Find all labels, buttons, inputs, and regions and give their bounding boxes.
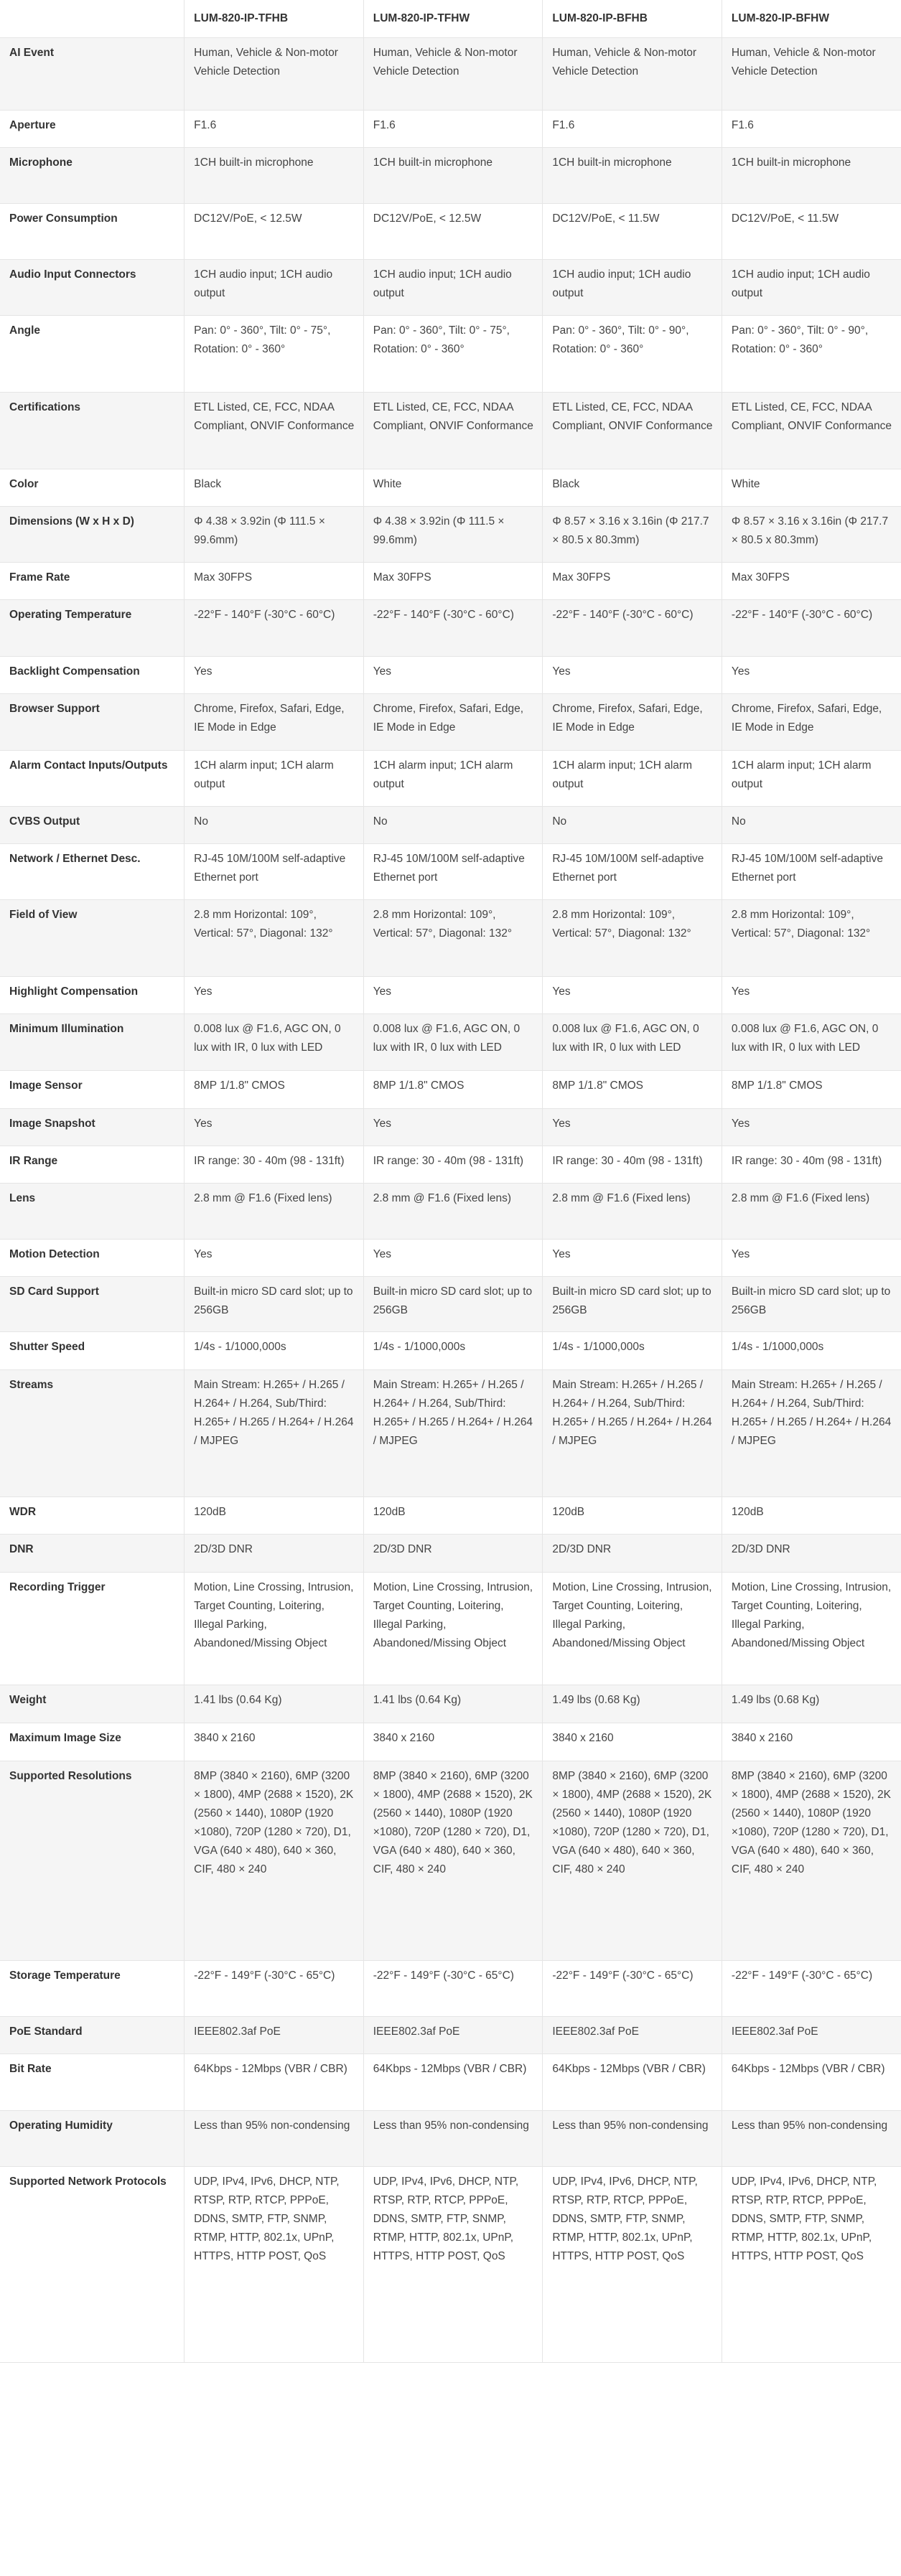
spec-value-bfhb: 1CH built-in microphone <box>543 147 722 203</box>
spec-value-tfhw: Pan: 0° - 360°, Tilt: 0° - 75°, Rotation: 0° - 360° <box>363 315 543 392</box>
spec-label: Lens <box>0 1183 185 1239</box>
spec-value-tfhw: Built-in micro SD card slot; up to 256GB <box>363 1276 543 1331</box>
spec-value-bfhw: 64Kbps - 12Mbps (VBR / CBR) <box>722 2053 901 2110</box>
spec-value-tfhw: No <box>363 806 543 843</box>
spec-value-bfhb: Chrome, Firefox, Safari, Edge, IE Mode in Edge <box>543 693 722 750</box>
spec-label: Color <box>0 469 185 506</box>
spec-value-tfhb: F1.6 <box>185 110 364 147</box>
table-row <box>0 506 901 562</box>
spec-value-bfhb: Human, Vehicle & Non-motor Vehicle Detection <box>543 37 722 110</box>
spec-label: Maximum Image Size <box>0 1723 185 1761</box>
spec-value-bfhw: 2D/3D DNR <box>722 1534 901 1572</box>
table-row <box>0 693 901 750</box>
spec-value-tfhb: Yes <box>185 1239 364 1276</box>
spec-value-tfhb: Motion, Line Crossing, Intrusion, Target Counting, Loitering, Illegal Parking, Abandoned/Missing Object <box>185 1572 364 1685</box>
spec-value-bfhb: No <box>543 806 722 843</box>
spec-value-bfhw: IR range: 30 - 40m (98 - 131ft) <box>722 1146 901 1183</box>
spec-value-tfhb: 1CH audio input; 1CH audio output <box>185 259 364 315</box>
spec-value-tfhb: Human, Vehicle & Non-motor Vehicle Detection <box>185 37 364 110</box>
spec-value-bfhb: 64Kbps - 12Mbps (VBR / CBR) <box>543 2053 722 2110</box>
spec-value-tfhb: Max 30FPS <box>185 562 364 599</box>
spec-label: Image Snapshot <box>0 1108 185 1146</box>
spec-value-tfhw: -22°F - 149°F (-30°C - 65°C) <box>363 1960 543 2016</box>
spec-value-tfhb: -22°F - 140°F (-30°C - 60°C) <box>185 599 364 656</box>
spec-value-bfhw: Less than 95% non-condensing <box>722 2110 901 2166</box>
spec-value-tfhw: Yes <box>363 976 543 1013</box>
spec-value-bfhw: 1CH alarm input; 1CH alarm output <box>722 750 901 806</box>
spec-value-tfhb: DC12V/PoE, < 12.5W <box>185 203 364 259</box>
spec-label: IR Range <box>0 1146 185 1183</box>
spec-value-bfhw: Max 30FPS <box>722 562 901 599</box>
spec-value-tfhw: Yes <box>363 1108 543 1146</box>
spec-value-bfhw: 2.8 mm Horizontal: 109°, Vertical: 57°, Diagonal: 132° <box>722 899 901 976</box>
spec-value-bfhb: 3840 x 2160 <box>543 1723 722 1761</box>
spec-label: Browser Support <box>0 693 185 750</box>
spec-label: Audio Input Connectors <box>0 259 185 315</box>
spec-value-tfhb: Pan: 0° - 360°, Tilt: 0° - 75°, Rotation: 0° - 360° <box>185 315 364 392</box>
spec-value-tfhb: No <box>185 806 364 843</box>
model-header-bfhb: LUM-820-IP-BFHB <box>543 0 722 37</box>
spec-value-bfhw: 2.8 mm @ F1.6 (Fixed lens) <box>722 1183 901 1239</box>
spec-value-bfhw: 0.008 lux @ F1.6, AGC ON, 0 lux with IR, 0 lux with LED <box>722 1013 901 1070</box>
spec-value-tfhw: 120dB <box>363 1497 543 1534</box>
table-header <box>0 0 901 37</box>
spec-value-bfhb: Less than 95% non-condensing <box>543 2110 722 2166</box>
spec-label: Aperture <box>0 110 185 147</box>
spec-value-bfhb: Φ 8.57 × 3.16 x 3.16in (Φ 217.7 × 80.5 x 80.3mm) <box>543 506 722 562</box>
spec-value-tfhb: IEEE802.3af PoE <box>185 2016 364 2053</box>
spec-value-tfhw: Φ 4.38 × 3.92in (Φ 111.5 × 99.6mm) <box>363 506 543 562</box>
table-row <box>0 1239 901 1276</box>
spec-value-bfhw: 1CH built-in microphone <box>722 147 901 203</box>
spec-label: Recording Trigger <box>0 1572 185 1685</box>
table-body <box>0 37 901 2362</box>
spec-value-tfhw: Chrome, Firefox, Safari, Edge, IE Mode in Edge <box>363 693 543 750</box>
spec-value-bfhb: Built-in micro SD card slot; up to 256GB <box>543 1276 722 1331</box>
spec-label: Microphone <box>0 147 185 203</box>
spec-label: DNR <box>0 1534 185 1572</box>
spec-value-tfhb: 1.41 lbs (0.64 Kg) <box>185 1685 364 1723</box>
header-row <box>0 0 901 37</box>
spec-value-tfhw: 1CH alarm input; 1CH alarm output <box>363 750 543 806</box>
table-row <box>0 750 901 806</box>
spec-value-bfhb: DC12V/PoE, < 11.5W <box>543 203 722 259</box>
table-row <box>0 599 901 656</box>
spec-value-tfhb: Main Stream: H.265+ / H.265 / H.264+ / H.264, Sub/Third: H.265+ / H.265 / H.264+ / H.264 / MJPEG <box>185 1369 364 1497</box>
spec-value-bfhb: Main Stream: H.265+ / H.265 / H.264+ / H.264, Sub/Third: H.265+ / H.265 / H.264+ / H.264 / MJPEG <box>543 1369 722 1497</box>
table-row <box>0 203 901 259</box>
spec-value-tfhw: 8MP (3840 × 2160), 6MP (3200 × 1800), 4MP (2688 × 1520), 2K (2560 × 1440), 1080P (1920 ×1080), 720P (1280 × 720), D1, VGA (640 × 480), 640 × 360, CIF, 480 × 240 <box>363 1761 543 1960</box>
spec-value-bfhw: Motion, Line Crossing, Intrusion, Target Counting, Loitering, Illegal Parking, Abandoned/Missing Object <box>722 1572 901 1685</box>
spec-value-bfhw: DC12V/PoE, < 11.5W <box>722 203 901 259</box>
spec-value-tfhb: 2.8 mm @ F1.6 (Fixed lens) <box>185 1183 364 1239</box>
model-header-tfhw: LUM-820-IP-TFHW <box>363 0 543 37</box>
spec-value-tfhb: Yes <box>185 976 364 1013</box>
spec-value-bfhw: Chrome, Firefox, Safari, Edge, IE Mode in Edge <box>722 693 901 750</box>
spec-value-tfhw: F1.6 <box>363 110 543 147</box>
spec-value-tfhw: DC12V/PoE, < 12.5W <box>363 203 543 259</box>
table-row <box>0 899 901 976</box>
spec-value-bfhw: 8MP 1/1.8" CMOS <box>722 1070 901 1108</box>
table-row <box>0 656 901 693</box>
table-row <box>0 2053 901 2110</box>
spec-value-tfhw: 3840 x 2160 <box>363 1723 543 1761</box>
spec-value-bfhb: Yes <box>543 656 722 693</box>
spec-value-tfhb: 64Kbps - 12Mbps (VBR / CBR) <box>185 2053 364 2110</box>
spec-label: Frame Rate <box>0 562 185 599</box>
spec-label: Alarm Contact Inputs/Outputs <box>0 750 185 806</box>
table-row <box>0 110 901 147</box>
spec-label: AI Event <box>0 37 185 110</box>
spec-value-tfhw: 1CH audio input; 1CH audio output <box>363 259 543 315</box>
spec-value-bfhb: 1.49 lbs (0.68 Kg) <box>543 1685 722 1723</box>
spec-label: Field of View <box>0 899 185 976</box>
spec-value-tfhw: Yes <box>363 1239 543 1276</box>
spec-value-tfhw: 8MP 1/1.8" CMOS <box>363 1070 543 1108</box>
spec-label: Supported Network Protocols <box>0 2166 185 2362</box>
spec-value-tfhw: ETL Listed, CE, FCC, NDAA Compliant, ONVIF Conformance <box>363 392 543 469</box>
spec-value-tfhb: 3840 x 2160 <box>185 1723 364 1761</box>
spec-value-bfhw: Yes <box>722 656 901 693</box>
spec-value-tfhw: Less than 95% non-condensing <box>363 2110 543 2166</box>
spec-label: Image Sensor <box>0 1070 185 1108</box>
spec-value-bfhw: Yes <box>722 976 901 1013</box>
table-row <box>0 1146 901 1183</box>
header-corner-cell <box>0 0 185 37</box>
spec-value-tfhw: 2D/3D DNR <box>363 1534 543 1572</box>
spec-value-tfhw: 2.8 mm Horizontal: 109°, Vertical: 57°, Diagonal: 132° <box>363 899 543 976</box>
spec-label: Dimensions (W x H x D) <box>0 506 185 562</box>
spec-value-bfhw: Human, Vehicle & Non-motor Vehicle Detection <box>722 37 901 110</box>
spec-value-bfhw: -22°F - 149°F (-30°C - 65°C) <box>722 1960 901 2016</box>
spec-value-bfhb: 2.8 mm @ F1.6 (Fixed lens) <box>543 1183 722 1239</box>
spec-value-tfhb: Less than 95% non-condensing <box>185 2110 364 2166</box>
spec-value-bfhb: Max 30FPS <box>543 562 722 599</box>
spec-label: WDR <box>0 1497 185 1534</box>
spec-value-tfhw: Human, Vehicle & Non-motor Vehicle Detection <box>363 37 543 110</box>
table-row <box>0 315 901 392</box>
spec-value-tfhw: Motion, Line Crossing, Intrusion, Target Counting, Loitering, Illegal Parking, Abandoned/Missing Object <box>363 1572 543 1685</box>
spec-value-tfhw: RJ-45 10M/100M self-adaptive Ethernet port <box>363 843 543 899</box>
table-row <box>0 1013 901 1070</box>
spec-label: Supported Resolutions <box>0 1761 185 1960</box>
spec-label: Bit Rate <box>0 2053 185 2110</box>
spec-value-tfhb: 2.8 mm Horizontal: 109°, Vertical: 57°, Diagonal: 132° <box>185 899 364 976</box>
spec-label: Highlight Compensation <box>0 976 185 1013</box>
table-row <box>0 1331 901 1369</box>
spec-label: Network / Ethernet Desc. <box>0 843 185 899</box>
spec-value-bfhw: 3840 x 2160 <box>722 1723 901 1761</box>
spec-label: Storage Temperature <box>0 1960 185 2016</box>
spec-value-tfhb: RJ-45 10M/100M self-adaptive Ethernet port <box>185 843 364 899</box>
table-row <box>0 1497 901 1534</box>
spec-value-tfhb: IR range: 30 - 40m (98 - 131ft) <box>185 1146 364 1183</box>
spec-value-tfhb: -22°F - 149°F (-30°C - 65°C) <box>185 1960 364 2016</box>
spec-value-bfhw: White <box>722 469 901 506</box>
spec-value-bfhw: No <box>722 806 901 843</box>
spec-value-tfhw: 2.8 mm @ F1.6 (Fixed lens) <box>363 1183 543 1239</box>
spec-label: Angle <box>0 315 185 392</box>
spec-value-tfhb: Built-in micro SD card slot; up to 256GB <box>185 1276 364 1331</box>
spec-label: Minimum Illumination <box>0 1013 185 1070</box>
spec-value-bfhb: Black <box>543 469 722 506</box>
table-row <box>0 1070 901 1108</box>
table-row <box>0 2166 901 2362</box>
spec-value-bfhb: 120dB <box>543 1497 722 1534</box>
table-row <box>0 562 901 599</box>
table-row <box>0 1276 901 1331</box>
table-row <box>0 1685 901 1723</box>
spec-value-bfhb: IR range: 30 - 40m (98 - 131ft) <box>543 1146 722 1183</box>
spec-value-bfhw: Φ 8.57 × 3.16 x 3.16in (Φ 217.7 × 80.5 x 80.3mm) <box>722 506 901 562</box>
spec-value-bfhb: -22°F - 149°F (-30°C - 65°C) <box>543 1960 722 2016</box>
table-row <box>0 259 901 315</box>
spec-label: CVBS Output <box>0 806 185 843</box>
spec-value-tfhb: 1CH alarm input; 1CH alarm output <box>185 750 364 806</box>
spec-value-tfhb: Yes <box>185 656 364 693</box>
spec-value-bfhb: 8MP 1/1.8" CMOS <box>543 1070 722 1108</box>
model-header-bfhw: LUM-820-IP-BFHW <box>722 0 901 37</box>
spec-value-tfhb: Yes <box>185 1108 364 1146</box>
spec-value-tfhb: Chrome, Firefox, Safari, Edge, IE Mode in Edge <box>185 693 364 750</box>
model-header-tfhb: LUM-820-IP-TFHB <box>185 0 364 37</box>
table-row <box>0 469 901 506</box>
spec-value-bfhb: F1.6 <box>543 110 722 147</box>
table-row <box>0 1761 901 1960</box>
spec-value-bfhw: IEEE802.3af PoE <box>722 2016 901 2053</box>
table-row <box>0 1369 901 1497</box>
spec-value-bfhw: RJ-45 10M/100M self-adaptive Ethernet port <box>722 843 901 899</box>
spec-label: Streams <box>0 1369 185 1497</box>
spec-value-tfhw: Max 30FPS <box>363 562 543 599</box>
spec-value-bfhb: IEEE802.3af PoE <box>543 2016 722 2053</box>
spec-value-bfhw: 1.49 lbs (0.68 Kg) <box>722 1685 901 1723</box>
spec-value-tfhw: 0.008 lux @ F1.6, AGC ON, 0 lux with IR, 0 lux with LED <box>363 1013 543 1070</box>
spec-value-bfhw: Yes <box>722 1239 901 1276</box>
spec-label: Shutter Speed <box>0 1331 185 1369</box>
spec-value-bfhw: Built-in micro SD card slot; up to 256GB <box>722 1276 901 1331</box>
table-row <box>0 1183 901 1239</box>
spec-value-tfhb: 1/4s - 1/1000,000s <box>185 1331 364 1369</box>
spec-value-tfhb: 8MP 1/1.8" CMOS <box>185 1070 364 1108</box>
spec-value-bfhw: Pan: 0° - 360°, Tilt: 0° - 90°, Rotation: 0° - 360° <box>722 315 901 392</box>
spec-value-tfhw: IR range: 30 - 40m (98 - 131ft) <box>363 1146 543 1183</box>
spec-label: Certifications <box>0 392 185 469</box>
spec-value-tfhb: 120dB <box>185 1497 364 1534</box>
spec-value-tfhb: 2D/3D DNR <box>185 1534 364 1572</box>
spec-value-tfhw: White <box>363 469 543 506</box>
table-row <box>0 37 901 110</box>
spec-value-tfhw: 1/4s - 1/1000,000s <box>363 1331 543 1369</box>
spec-value-tfhw: -22°F - 140°F (-30°C - 60°C) <box>363 599 543 656</box>
spec-value-bfhw: 1/4s - 1/1000,000s <box>722 1331 901 1369</box>
spec-value-tfhb: 8MP (3840 × 2160), 6MP (3200 × 1800), 4MP (2688 × 1520), 2K (2560 × 1440), 1080P (1920 ×1080), 720P (1280 × 720), D1, VGA (640 × 480), 640 × 360, CIF, 480 × 240 <box>185 1761 364 1960</box>
spec-value-bfhb: 1CH audio input; 1CH audio output <box>543 259 722 315</box>
spec-value-bfhw: F1.6 <box>722 110 901 147</box>
table-row <box>0 1723 901 1761</box>
spec-value-bfhb: -22°F - 140°F (-30°C - 60°C) <box>543 599 722 656</box>
spec-value-tfhw: Main Stream: H.265+ / H.265 / H.264+ / H.264, Sub/Third: H.265+ / H.265 / H.264+ / H.264 / MJPEG <box>363 1369 543 1497</box>
spec-value-tfhb: UDP, IPv4, IPv6, DHCP, NTP, RTSP, RTP, RTCP, PPPoE, DDNS, SMTP, FTP, SNMP, RTMP, HTTP, 802.1x, UPnP, HTTPS, HTTP POST, QoS <box>185 2166 364 2362</box>
spec-value-bfhw: -22°F - 140°F (-30°C - 60°C) <box>722 599 901 656</box>
table-row <box>0 806 901 843</box>
spec-label: Backlight Compensation <box>0 656 185 693</box>
spec-value-bfhw: Main Stream: H.265+ / H.265 / H.264+ / H.264, Sub/Third: H.265+ / H.265 / H.264+ / H.264 / MJPEG <box>722 1369 901 1497</box>
spec-value-bfhb: 0.008 lux @ F1.6, AGC ON, 0 lux with IR, 0 lux with LED <box>543 1013 722 1070</box>
table-row <box>0 1534 901 1572</box>
table-row <box>0 843 901 899</box>
spec-value-bfhb: Motion, Line Crossing, Intrusion, Target Counting, Loitering, Illegal Parking, Abandoned/Missing Object <box>543 1572 722 1685</box>
spec-value-bfhb: Yes <box>543 1108 722 1146</box>
spec-value-tfhw: 1.41 lbs (0.64 Kg) <box>363 1685 543 1723</box>
spec-value-bfhb: 8MP (3840 × 2160), 6MP (3200 × 1800), 4MP (2688 × 1520), 2K (2560 × 1440), 1080P (1920 ×1080), 720P (1280 × 720), D1, VGA (640 × 480), 640 × 360, CIF, 480 × 240 <box>543 1761 722 1960</box>
table-row <box>0 147 901 203</box>
spec-value-bfhb: UDP, IPv4, IPv6, DHCP, NTP, RTSP, RTP, RTCP, PPPoE, DDNS, SMTP, FTP, SNMP, RTMP, HTTP, 802.1x, UPnP, HTTPS, HTTP POST, QoS <box>543 2166 722 2362</box>
spec-value-bfhb: 2D/3D DNR <box>543 1534 722 1572</box>
spec-label: Weight <box>0 1685 185 1723</box>
spec-label: Operating Temperature <box>0 599 185 656</box>
spec-label: Motion Detection <box>0 1239 185 1276</box>
table-row <box>0 2016 901 2053</box>
spec-value-bfhb: 1CH alarm input; 1CH alarm output <box>543 750 722 806</box>
spec-label: SD Card Support <box>0 1276 185 1331</box>
spec-value-bfhw: 120dB <box>722 1497 901 1534</box>
spec-value-tfhb: 0.008 lux @ F1.6, AGC ON, 0 lux with IR, 0 lux with LED <box>185 1013 364 1070</box>
spec-value-bfhb: 1/4s - 1/1000,000s <box>543 1331 722 1369</box>
spec-value-tfhw: 64Kbps - 12Mbps (VBR / CBR) <box>363 2053 543 2110</box>
spec-value-tfhw: Yes <box>363 656 543 693</box>
spec-value-bfhw: 1CH audio input; 1CH audio output <box>722 259 901 315</box>
table-row <box>0 392 901 469</box>
spec-value-bfhb: RJ-45 10M/100M self-adaptive Ethernet port <box>543 843 722 899</box>
spec-value-bfhw: 8MP (3840 × 2160), 6MP (3200 × 1800), 4MP (2688 × 1520), 2K (2560 × 1440), 1080P (1920 ×1080), 720P (1280 × 720), D1, VGA (640 × 480), 640 × 360, CIF, 480 × 240 <box>722 1761 901 1960</box>
spec-value-bfhw: Yes <box>722 1108 901 1146</box>
spec-value-bfhb: 2.8 mm Horizontal: 109°, Vertical: 57°, Diagonal: 132° <box>543 899 722 976</box>
spec-value-bfhb: Pan: 0° - 360°, Tilt: 0° - 90°, Rotation: 0° - 360° <box>543 315 722 392</box>
table-row <box>0 1572 901 1685</box>
spec-value-bfhw: UDP, IPv4, IPv6, DHCP, NTP, RTSP, RTP, RTCP, PPPoE, DDNS, SMTP, FTP, SNMP, RTMP, HTTP, 802.1x, UPnP, HTTPS, HTTP POST, QoS <box>722 2166 901 2362</box>
spec-value-tfhb: Black <box>185 469 364 506</box>
spec-label: Operating Humidity <box>0 2110 185 2166</box>
spec-value-bfhb: ETL Listed, CE, FCC, NDAA Compliant, ONVIF Conformance <box>543 392 722 469</box>
spec-value-tfhb: 1CH built-in microphone <box>185 147 364 203</box>
table-row <box>0 976 901 1013</box>
spec-value-tfhw: UDP, IPv4, IPv6, DHCP, NTP, RTSP, RTP, RTCP, PPPoE, DDNS, SMTP, FTP, SNMP, RTMP, HTTP, 802.1x, UPnP, HTTPS, HTTP POST, QoS <box>363 2166 543 2362</box>
spec-value-tfhb: Φ 4.38 × 3.92in (Φ 111.5 × 99.6mm) <box>185 506 364 562</box>
spec-value-bfhw: ETL Listed, CE, FCC, NDAA Compliant, ONVIF Conformance <box>722 392 901 469</box>
table-row <box>0 1108 901 1146</box>
spec-value-bfhb: Yes <box>543 976 722 1013</box>
spec-label: Power Consumption <box>0 203 185 259</box>
table-row <box>0 2110 901 2166</box>
spec-value-bfhb: Yes <box>543 1239 722 1276</box>
spec-value-tfhw: IEEE802.3af PoE <box>363 2016 543 2053</box>
spec-value-tfhb: ETL Listed, CE, FCC, NDAA Compliant, ONVIF Conformance <box>185 392 364 469</box>
spec-label: PoE Standard <box>0 2016 185 2053</box>
spec-value-tfhw: 1CH built-in microphone <box>363 147 543 203</box>
table-row <box>0 1960 901 2016</box>
